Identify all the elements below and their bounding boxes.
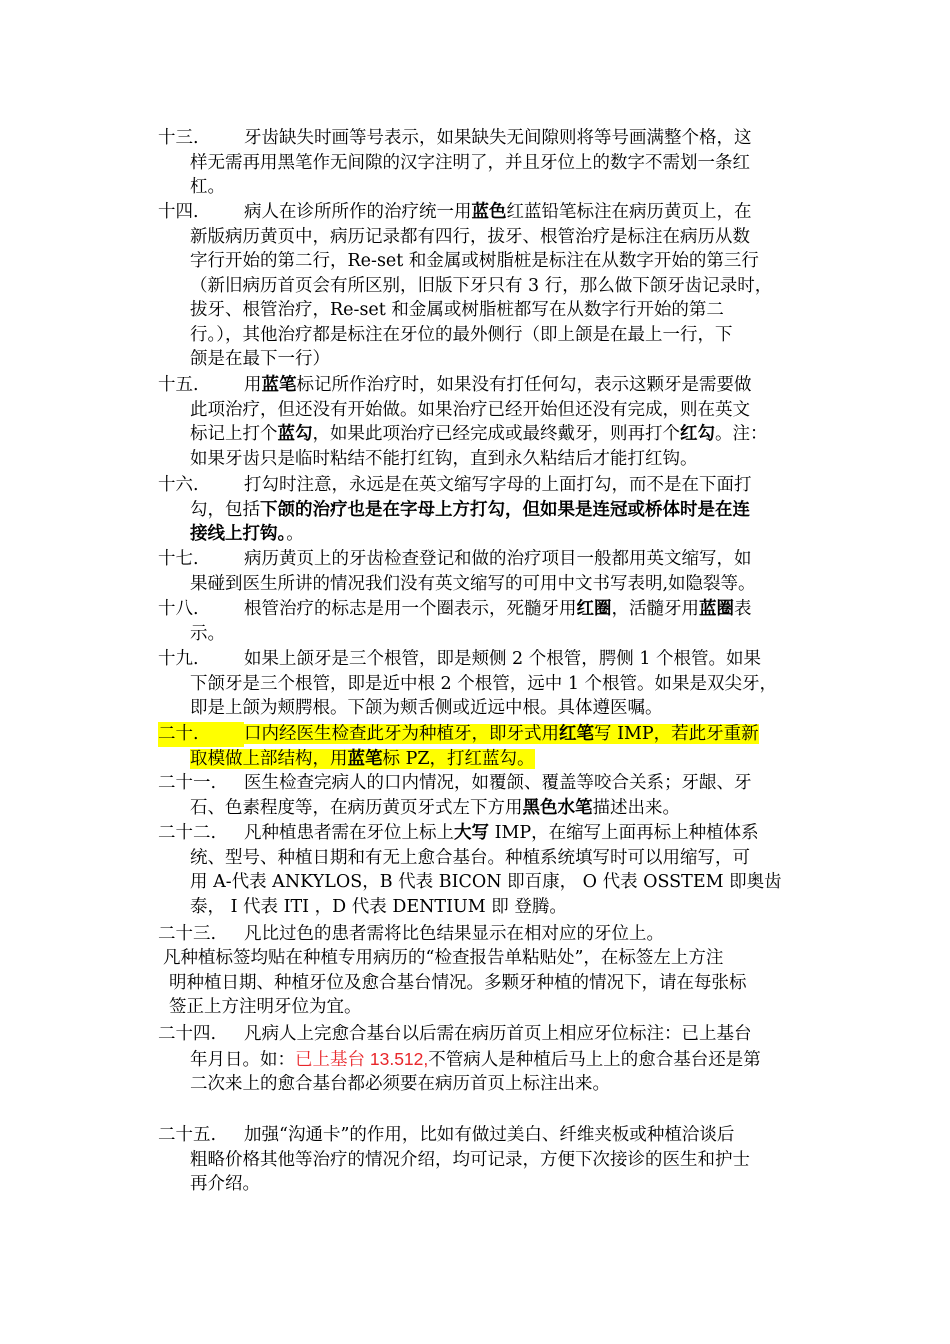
text-line	[163, 946, 813, 971]
text-segment: 根管治疗的标志是用一个圈表示，死髓牙用	[244, 599, 577, 619]
text-line	[158, 722, 808, 747]
text-segment: 拔牙、根管治疗，Re-set 和金属或树脂桩都写在从数字行开始的第二	[190, 300, 724, 320]
numbered-item	[158, 647, 808, 721]
text-segment: 口内经医生检查此牙为种植牙，即牙式用	[244, 724, 559, 744]
bold-text: 蓝笔	[347, 748, 383, 769]
text-line	[158, 1123, 808, 1148]
text-segment: 如果上颌牙是三个根管，即是颊侧 2 个根管，腭侧 1 个根管。如果	[244, 649, 762, 669]
text-segment: 石、色素程度等，在病历黄页牙式左下方用	[190, 797, 523, 818]
text-line	[158, 249, 808, 274]
text-line	[163, 971, 813, 996]
text-segment: 杠。	[190, 177, 225, 197]
text-line	[158, 696, 808, 721]
numbered-item	[158, 722, 808, 771]
text-line	[158, 398, 808, 423]
text-segment: 果碰到医生所讲的情况我们没有英文缩写的可用中文书写表明,如隐裂等。	[190, 573, 756, 594]
text-segment: 用	[244, 375, 262, 395]
text-segment: 签正上方注明牙位为宜。	[169, 997, 362, 1017]
text-segment: 下颌牙是三个根管，即是近中根 2 个根管，远中 1 个根管。如果是双尖牙，	[190, 673, 778, 694]
item-number: 十五.	[158, 375, 199, 395]
text-segment: 标 PZ，打红蓝勾。	[382, 748, 535, 769]
item-number: 十八.	[158, 599, 199, 619]
text-segment: 行。），其他治疗都是标注在牙位的最外侧行（即上颌是在最上一行，下	[190, 324, 733, 345]
text-segment: 病历黄页上的牙齿检查登记和做的治疗项目一般都用英文缩写，如	[244, 549, 752, 569]
text-line	[158, 447, 808, 472]
text-line	[158, 622, 808, 647]
text-segment: 标记所作治疗时，如果没有打任何勾，表示这颗牙是需要做	[296, 375, 752, 395]
text-segment: 凡比过色的患者需将比色结果显示在相对应的牙位上。	[244, 924, 664, 944]
numbered-item	[158, 1022, 808, 1097]
text-segment: 用 A-代表 ANKYLOS，B 代表 BICON 即百康， O 代表 OSSTEM 即奥齿	[190, 872, 782, 892]
numbered-item	[158, 547, 808, 596]
text-segment: 标记上打个	[190, 424, 278, 444]
text-line	[158, 821, 808, 846]
text-segment: 表	[734, 599, 752, 619]
text-segment: ，如果此项治疗已经完成或最终戴牙，则再打个	[312, 424, 680, 444]
text-segment: 颌是在最下一行）	[190, 349, 330, 369]
text-line	[158, 151, 808, 176]
text-line	[158, 498, 808, 523]
text-segment: 样无需再用黑笔作无间隙的汉字注明了，并且牙位上的数字不需划一条红	[190, 152, 750, 173]
item-number: 二十三.	[158, 924, 217, 944]
text-line	[158, 870, 808, 895]
text-segment: 粗略价格其他等治疗的情况介绍，均可记录，方便下次接诊的医生和护士	[190, 1149, 750, 1170]
item-number: 二十一.	[158, 773, 217, 793]
text-segment: 。注：	[715, 424, 768, 444]
text-line	[158, 422, 808, 447]
text-segment: 勾，包括	[190, 499, 260, 520]
numbered-item	[158, 1123, 808, 1197]
numbered-item	[158, 126, 808, 200]
bold-text: 蓝色	[471, 202, 507, 222]
text-segment: 如果牙齿只是临时粘结不能打红钩，直到永久粘结后才能打红钩。	[190, 448, 698, 469]
text-line	[158, 473, 808, 498]
text-segment: 牙齿缺失时画等号表示，如果缺失无间隙则将等号画满整个格，这	[244, 128, 752, 148]
text-line	[158, 796, 808, 821]
text-segment: 即是上颌为颊腭根。下颌为颊舌侧或近远中根。具体遵医嘱。	[190, 698, 663, 718]
text-segment: 加强“沟通卡”的作用，比如有做过美白、纤维夹板或种植洽谈后	[244, 1125, 735, 1145]
text-segment: 泰， I 代表 ITI ，D 代表 DENTIUM 即 登腾。	[190, 896, 567, 917]
text-line	[158, 1148, 808, 1173]
text-line	[158, 547, 808, 572]
text-line	[158, 522, 808, 547]
text-line	[158, 572, 808, 597]
bold-text: 下颌的治疗也是在字母上方打勾，但如果是连冠或桥体时是在连	[260, 499, 750, 520]
text-line	[158, 647, 808, 672]
item-number: 十六.	[158, 475, 199, 495]
bold-text: 红勾	[680, 424, 715, 444]
text-line	[158, 1047, 808, 1073]
text-segment: 凡病人上完愈合基台以后需在病历首页上相应牙位标注：已上基台	[244, 1024, 752, 1044]
bold-text: 黑色水笔	[522, 797, 593, 818]
bold-text: 红圈	[576, 599, 612, 619]
text-line	[158, 323, 808, 348]
text-segment: 再介绍。	[190, 1174, 260, 1194]
text-segment: 此项治疗，但还没有开始做。如果治疗已经开始但还没有完成，则在英文	[190, 399, 750, 420]
text-line	[158, 771, 808, 796]
item-number: 二十.	[158, 722, 199, 747]
text-segment: 描述出来。	[592, 797, 680, 818]
item-number: 二十五.	[158, 1125, 217, 1145]
text-segment: ，活髓牙用	[611, 599, 699, 619]
text-segment: 字行开始的第二行，Re-set 和金属或树脂桩是标注在从数字开始的第三行	[190, 251, 759, 271]
text-segment: 新版病历黄页中，病历记录都有四行，拔牙、根管治疗是标注在病历从数	[190, 226, 750, 247]
item-number: 二十四.	[158, 1024, 217, 1044]
text-segment: 年月日。如：	[190, 1049, 295, 1070]
text-line	[158, 1022, 808, 1047]
numbered-item	[158, 473, 808, 547]
text-segment: 取模做上部结构，用	[190, 748, 348, 769]
text-line	[158, 1172, 808, 1197]
text-segment: 二次来上的愈合基台都必须要在病历首页上标注出来。	[190, 1074, 610, 1094]
text-line	[158, 846, 808, 871]
text-line	[158, 922, 808, 947]
item-number: 十三.	[158, 128, 199, 148]
text-line	[158, 347, 808, 372]
text-line	[158, 175, 808, 200]
numbered-item	[158, 373, 808, 471]
text-segment: 病人在诊所所作的治疗统一用	[244, 202, 472, 222]
text-line	[158, 373, 808, 398]
text-line	[158, 597, 808, 622]
text-line	[163, 995, 813, 1020]
text-line	[158, 274, 808, 299]
text-segment: 打勾时注意，永远是在英文缩写字母的上面打勾，而不是在下面打	[244, 475, 752, 495]
text-line	[158, 126, 808, 151]
text-segment: 医生检查完病人的口内情况，如覆颌、覆盖等咬合关系；牙龈、牙	[244, 773, 752, 793]
text-line	[158, 747, 808, 772]
red-text: 已上基台 13.512,	[295, 1048, 429, 1069]
numbered-item	[158, 922, 808, 947]
text-line	[158, 895, 808, 920]
text-line	[158, 672, 808, 697]
item-number: 十七.	[158, 549, 199, 569]
text-segment: 红蓝铅笔标注在病历黄页上，在	[506, 202, 752, 222]
item-number: 十九.	[158, 649, 199, 669]
text-segment: 不管病人是种植后马上上的愈合基台还是第	[428, 1049, 761, 1070]
text-segment: IMP，在缩写上面再标上种植体系	[489, 823, 759, 843]
numbered-item	[158, 200, 808, 372]
text-line	[158, 225, 808, 250]
text-segment: 示。	[190, 623, 225, 644]
bold-text: 蓝圈	[699, 599, 734, 619]
text-segment: 统、型号、种植日期和有无上愈合基台。种植系统填写时可以用缩写，可	[190, 847, 750, 868]
bold-text: 红笔	[559, 724, 594, 744]
bold-text: 接线上打钩。	[190, 524, 287, 544]
text-line	[158, 1072, 808, 1097]
text-segment: 凡种植患者需在牙位上标上	[244, 823, 454, 843]
text-segment: （新旧病历首页会有所区别，旧版下牙只有 3 行，那么做下颌牙齿记录时，	[190, 275, 773, 296]
numbered-item	[158, 597, 808, 646]
item-number: 二十二.	[158, 823, 217, 843]
bold-text: 蓝勾	[277, 424, 313, 444]
text-segment: 凡种植标签均贴在种植专用病历的“检查报告单粘贴处”，在标签左上方注	[163, 948, 724, 968]
text-segment: 写 IMP，若此牙重新	[594, 724, 759, 744]
text-segment: 。	[286, 524, 304, 544]
numbered-item	[158, 771, 808, 820]
text-line	[158, 298, 808, 323]
bold-text: 大写	[454, 823, 489, 843]
text-line	[158, 200, 808, 225]
bold-text: 蓝笔	[261, 375, 297, 395]
free-paragraph	[163, 946, 813, 1020]
text-segment: 明种植日期、种植牙位及愈合基台情况。多颗牙种植的情况下，请在每张标	[169, 972, 747, 993]
item-number: 十四.	[158, 202, 199, 222]
numbered-item	[158, 821, 808, 919]
